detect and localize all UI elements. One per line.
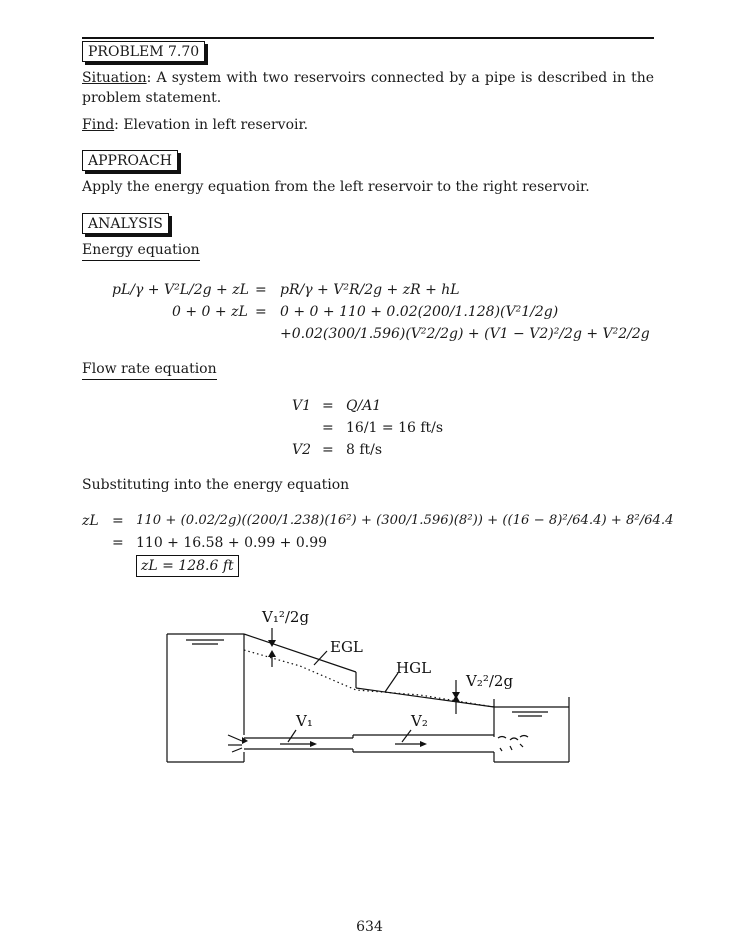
equals-sign: = xyxy=(322,442,334,458)
situation-text: : A system with two reservoirs connected by a pipe is described in the problem statement. xyxy=(82,70,654,106)
result-eq-line2-rhs: 110 + 16.58 + 0.99 + 0.99 xyxy=(136,535,328,551)
answer-text: zL = 128.6 ft xyxy=(141,558,234,574)
v1-label: V₁ xyxy=(296,712,313,730)
inlet-arrow xyxy=(228,735,242,741)
arrowhead xyxy=(420,741,427,747)
analysis-label: ANALYSIS xyxy=(82,213,169,234)
energy-eq-line2-lhs: 0 + 0 + zL xyxy=(172,304,248,320)
approach-text: Apply the energy equation from the left reservoir to the right reservoir. xyxy=(82,179,590,195)
flow-rate-heading: Flow rate equation xyxy=(82,360,217,380)
find-label: Find xyxy=(82,117,115,133)
outlet-swirl xyxy=(520,736,528,738)
flow-eq-line1-lhs: V1 xyxy=(292,398,312,414)
v2-head-label: V₂²/2g xyxy=(466,672,514,690)
equals-sign: = xyxy=(322,398,334,414)
arrowhead xyxy=(268,640,276,647)
problem-label: PROBLEM 7.70 xyxy=(82,41,205,62)
flow-eq-line3-rhs: 8 ft/s xyxy=(346,442,383,458)
energy-equation-heading: Energy equation xyxy=(82,241,200,261)
flow-eq-line2-rhs: 16/1 = 16 ft/s xyxy=(346,420,444,436)
egl-line-2 xyxy=(356,688,494,707)
outlet-swirl xyxy=(510,738,518,740)
equals-sign: = xyxy=(112,535,124,551)
hgl-label: HGL xyxy=(396,659,432,677)
arrowhead xyxy=(310,741,317,747)
result-eq-line1-lhs: zL xyxy=(82,513,99,529)
inlet-arrow xyxy=(232,748,242,752)
egl-label: EGL xyxy=(330,638,363,656)
v1-head-label: V₁²/2g xyxy=(262,608,310,626)
approach-label: APPROACH xyxy=(82,150,178,171)
energy-eq-line2-rhs: 0 + 0 + 110 + 0.02(200/1.128)(V²1/2g) xyxy=(280,304,559,320)
flow-eq-line3-lhs: V2 xyxy=(292,442,312,458)
outlet-swirl xyxy=(520,744,523,747)
v2-leader xyxy=(402,730,411,742)
energy-eq-line1-rhs: pR/γ + V²R/2g + zR + hL xyxy=(280,282,460,298)
outlet-swirl xyxy=(500,748,502,751)
situation-label: Situation xyxy=(82,70,147,86)
energy-eq-line3-rhs: +0.02(300/1.596)(V²2/2g) + (V1 − V2)²/2g + V²2/2g xyxy=(280,326,650,342)
equals-sign: = xyxy=(322,420,334,436)
equals-sign: = xyxy=(255,304,267,320)
v2-label: V₂ xyxy=(411,712,428,730)
substituting-text: Substituting into the energy equation xyxy=(82,477,350,493)
arrowhead xyxy=(268,650,276,657)
arrowhead xyxy=(452,695,460,702)
v1-leader xyxy=(288,730,296,742)
page-number: 634 xyxy=(356,919,383,935)
energy-eq-line1-lhs: pL/γ + V²L/2g + zL xyxy=(112,282,249,298)
find-text: : Elevation in left reservoir. xyxy=(114,117,309,133)
outlet-swirl xyxy=(498,737,506,739)
equals-sign: = xyxy=(112,513,124,529)
flow-eq-line1-rhs: Q/A1 xyxy=(346,398,382,414)
result-eq-line1-rhs: 110 + (0.02/2g)((200/1.238)(16²) + (300/1.596)(8²)) + ((16 − 8)²/64.4) + 8²/64.4 xyxy=(136,513,674,528)
equals-sign: = xyxy=(255,282,267,298)
outlet-swirl xyxy=(510,746,512,750)
